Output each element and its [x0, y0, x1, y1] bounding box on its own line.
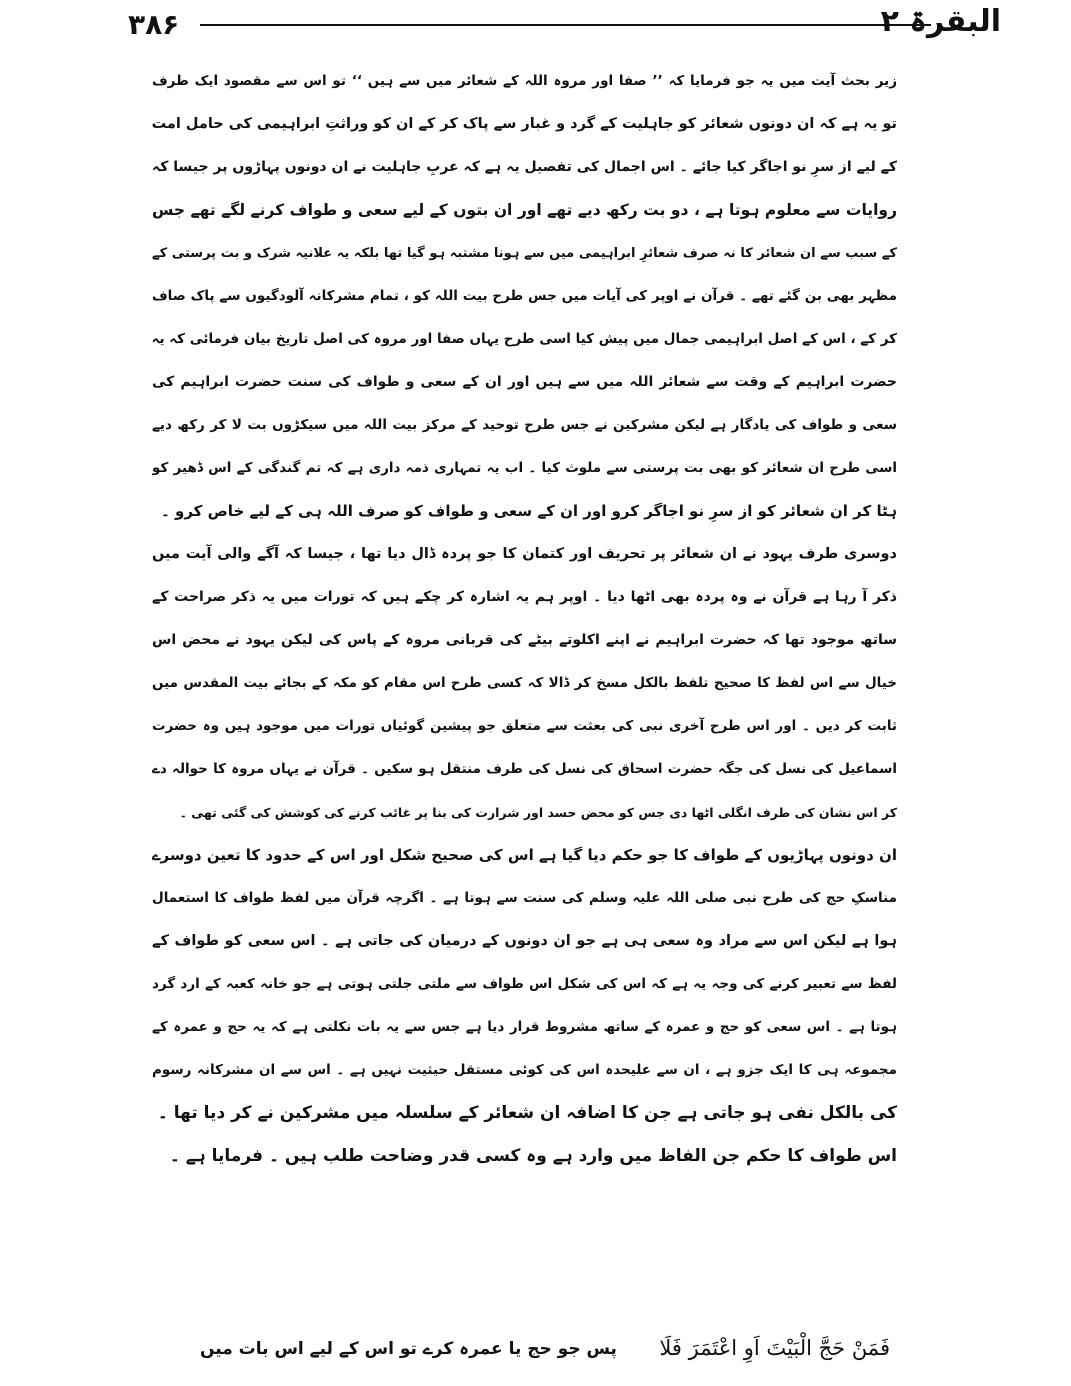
- text-line: ثابت کر دیں ۔ اور اس طرح آخری نبی کی بعثت سے متعلق جو پیشین گوئیاں تورات میں موجود ہیں وہ حضرت: [152, 718, 897, 734]
- paragraph: [152, 60, 897, 533]
- text-line: ساتھ موجود تھا کہ حضرت ابراہیم نے اپنے اکلوتے بیٹے کی قربانی مروہ کے پاس کی لیکن یہود نے محض اس: [152, 632, 897, 648]
- text-line: ہٹا کر ان شعائر کو از سرِ نو اجاگر کرو اور ان کے سعی و طواف کو صرف اللہ ہی کے لیے خاص کرو ۔: [161, 502, 897, 520]
- text-line: حضرت ابراہیم کے وقت سے شعائر اللہ میں سے ہیں اور ان کے سعی و طواف کی سنت حضرت ابراہیم کی: [152, 374, 897, 390]
- paragraph: [152, 834, 897, 1135]
- paragraph: [152, 1135, 897, 1178]
- header-rule: [200, 24, 931, 26]
- text-line: اس طواف کا حکم جن الفاظ میں وارد ہے وہ کسی قدر وضاحت طلب ہیں ۔ فرمایا ہے ۔: [169, 1146, 897, 1166]
- verse-quote: [200, 1326, 890, 1370]
- text-line: کی بالکل نفی ہو جاتی ہے جن کا اضافہ ان شعائر کے سلسلہ میں مشرکین نے کر دیا تھا ۔: [157, 1103, 897, 1123]
- surah-title: البقرۃ ۲: [880, 4, 1001, 39]
- page-header: [0, 0, 1071, 60]
- text-line: کر اس نشان کی طرف انگلی اٹھا دی جس کو محض حسد اور شرارت کی بنا پر غائب کرنے کی کوشش کی گئی تھی ۔: [179, 805, 897, 820]
- text-line: تو یہ ہے کہ ان دونوں شعائر کو جاہلیت کے گرد و غبار سے پاک کر کے ان کو وراثتِ ابراہیمی کی حامل امت: [152, 116, 897, 132]
- text-line: اسی طرح ان شعائر کو بھی بت پرستی سے ملوث کیا ۔ اب یہ تمہاری ذمہ داری ہے کہ تم گندگی کے اس ڈھیر کو: [152, 460, 897, 476]
- text-line: ذکر آ رہا ہے قرآن نے وہ پردہ بھی اٹھا دیا ۔ اوپر ہم یہ اشارہ کر چکے ہیں کہ تورات میں یہ ذکر صراحت کے: [152, 589, 897, 605]
- text-line: دوسری طرف یہود نے ان شعائر پر تحریف اور کتمان کا جو پردہ ڈال دیا تھا ، جیسا کہ آگے والی آیت میں: [152, 546, 897, 562]
- paragraph: [152, 533, 897, 834]
- verse-arabic: فَمَنْ حَجَّ الْبَيْتَ اَوِ اعْتَمَرَ فَلَا: [659, 1336, 890, 1360]
- text-line: لفظ سے تعبیر کرنے کی وجہ یہ ہے کہ اس کی شکل اس طواف سے ملتی جلتی ہوتی ہے جو خانہ کعبہ کے ارد گرد: [152, 976, 897, 992]
- text-line: روایات سے معلوم ہوتا ہے ، دو بت رکھ دیے تھے اور ان بتوں کے لیے سعی و طواف کرنے لگے تھے جس: [152, 201, 897, 219]
- text-line: زیر بحث آیت میں یہ جو فرمایا کہ ’’ صفا اور مروہ اللہ کے شعائر میں سے ہیں ‘‘ تو اس سے مقصود ایک طرف: [152, 73, 897, 89]
- text-line: مجموعہ ہی کا ایک جزو ہے ، ان سے علیحدہ اس کی کوئی مستقل حیثیت نہیں ہے ۔ اس سے ان مشرکانہ رسوم: [152, 1062, 897, 1078]
- text-line: کے سبب سے ان شعائر کا نہ صرف شعائرِ ابراہیمی میں سے ہونا مشتبہ ہو گیا تھا بلکہ یہ علانیہ شرک و بت پرستی کے: [152, 246, 897, 261]
- text-line: ہوتا ہے ۔ اس سعی کو حج و عمرہ کے ساتھ مشروط قرار دیا ہے جس سے یہ بات نکلتی ہے کہ یہ حج و عمرہ کے: [152, 1019, 897, 1035]
- text-line: خیال سے اس لفظ کا صحیح تلفظ بالکل مسخ کر ڈالا کہ کسی طرح اس مقام کو مکہ کے بجائے بیت المقدس میں: [152, 675, 897, 691]
- verse-translation: پس جو حج یا عمرہ کرے تو اس کے لیے اس بات میں: [200, 1338, 617, 1359]
- commentary-text: [152, 60, 897, 1310]
- text-line: ان دونوں پہاڑیوں کے طواف کا جو حکم دیا گیا ہے اس کی صحیح شکل اور اس کے حدود کا تعین دوسرے: [152, 846, 897, 864]
- text-line: مظہر بھی بن گئے تھے ۔ قرآن نے اوپر کی آیات میں جس طرح بیت اللہ کو ، تمام مشرکانہ آلودگیوں سے پاک صاف: [152, 288, 897, 304]
- page-number: ۳۸۶: [128, 8, 180, 41]
- text-line: سعی و طواف کی یادگار ہے لیکن مشرکین نے جس طرح توحید کے مرکز بیت اللہ میں سیکڑوں بت لا کر رکھ دیے: [152, 417, 897, 433]
- text-line: اسماعیل کی نسل کی جگہ حضرت اسحاق کی نسل کی طرف منتقل ہو سکیں ۔ قرآن نے یہاں مروہ کا حوالہ دے: [152, 761, 897, 777]
- text-line: مناسکِ حج کی طرح نبی صلی اللہ علیہ وسلم کی سنت سے ہوتا ہے ۔ اگرچہ قرآن میں لفظ طواف کا استعمال: [152, 890, 897, 906]
- text-line: کر کے ، اس کے اصل ابراہیمی جمال میں پیش کیا اسی طرح یہاں صفا اور مروہ کی اصل تاریخ بیان فرمائی کہ یہ: [152, 331, 897, 347]
- text-line: کے لیے از سرِ نو اجاگر کیا جائے ۔ اس اجمال کی تفصیل یہ ہے کہ عربِ جاہلیت نے ان دونوں پہاڑوں پر جیسا کہ: [152, 159, 897, 175]
- text-line: ہوا ہے لیکن اس سے مراد وہ سعی ہی ہے جو ان دونوں کے درمیان کی جاتی ہے ۔ اس سعی کو طواف کے: [152, 933, 897, 949]
